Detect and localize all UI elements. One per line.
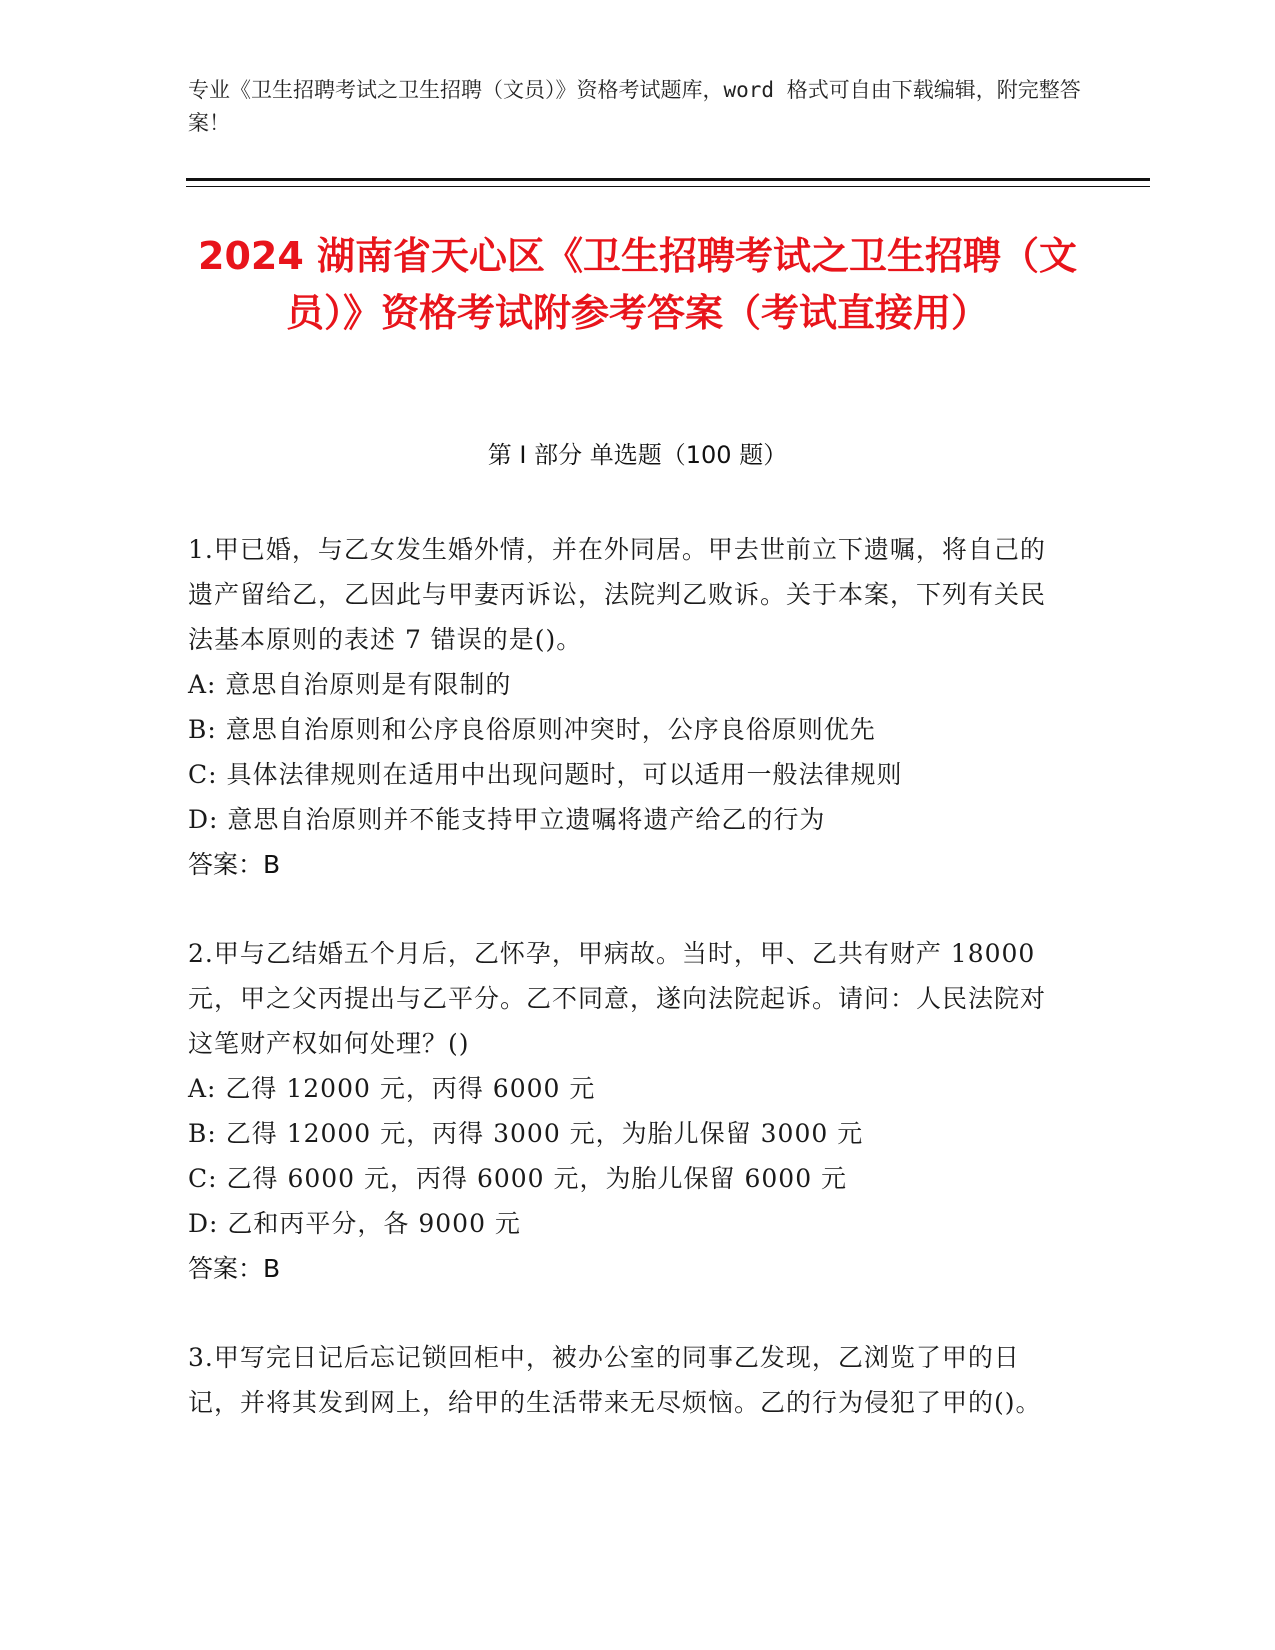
option-a: A: 乙得 12000 元，丙得 6000 元 (188, 1074, 596, 1103)
document-title: 2024 湖南省天心区《卫生招聘考试之卫生招聘（文员）》资格考试附参考答案（考试直接用） (198, 234, 1077, 335)
answer-label: 答案：B (188, 850, 281, 879)
header-note: 专业《卫生招聘考试之卫生招聘（文员）》资格考试题库，word 格式可自由下载编辑，附完整答案！ (188, 78, 1081, 135)
option-a: A: 意思自治原则是有限制的 (188, 670, 512, 699)
section-heading: 第 I 部分 单选题（100 题） (487, 441, 788, 469)
header-rule-thick (186, 178, 1150, 181)
option-d: D: 意思自治原则并不能支持甲立遗嘱将遗产给乙的行为 (188, 805, 826, 834)
question-stem: 2.甲与乙结婚五个月后，乙怀孕，甲病故。当时，甲、乙共有财产 18000 元，甲之父丙提出与乙平分。乙不同意，遂向法院起诉。请问：人民法院对这笔财产权如何处理？() (188, 939, 1047, 1058)
answer-label: 答案：B (188, 1254, 281, 1283)
option-c: C: 乙得 6000 元，丙得 6000 元，为胎儿保留 6000 元 (188, 1164, 848, 1193)
question-2 (188, 931, 1068, 1291)
header-rule-thin (186, 186, 1150, 187)
question-1 (188, 527, 1068, 887)
question-stem: 1.甲已婚，与乙女发生婚外情，并在外同居。甲去世前立下遗嘱，将自己的遗产留给乙，乙因此与甲妻丙诉讼，法院判乙败诉。关于本案，下列有关民法基本原则的表述 7 错误的是()。 (188, 535, 1047, 654)
option-b: B: 乙得 12000 元，丙得 3000 元，为胎儿保留 3000 元 (188, 1119, 864, 1148)
option-d: D: 乙和丙平分，各 9000 元 (188, 1209, 521, 1238)
option-c: C: 具体法律规则在适用中出现问题时，可以适用一般法律规则 (188, 760, 903, 789)
question-3 (188, 1335, 1068, 1425)
question-list (188, 527, 1068, 1469)
option-b: B: 意思自治原则和公序良俗原则冲突时，公序良俗原则优先 (188, 715, 876, 744)
question-stem: 3.甲写完日记后忘记锁回柜中，被办公室的同事乙发现，乙浏览了甲的日记，并将其发到网上，给甲的生活带来无尽烦恼。乙的行为侵犯了甲的()。 (188, 1343, 1042, 1417)
